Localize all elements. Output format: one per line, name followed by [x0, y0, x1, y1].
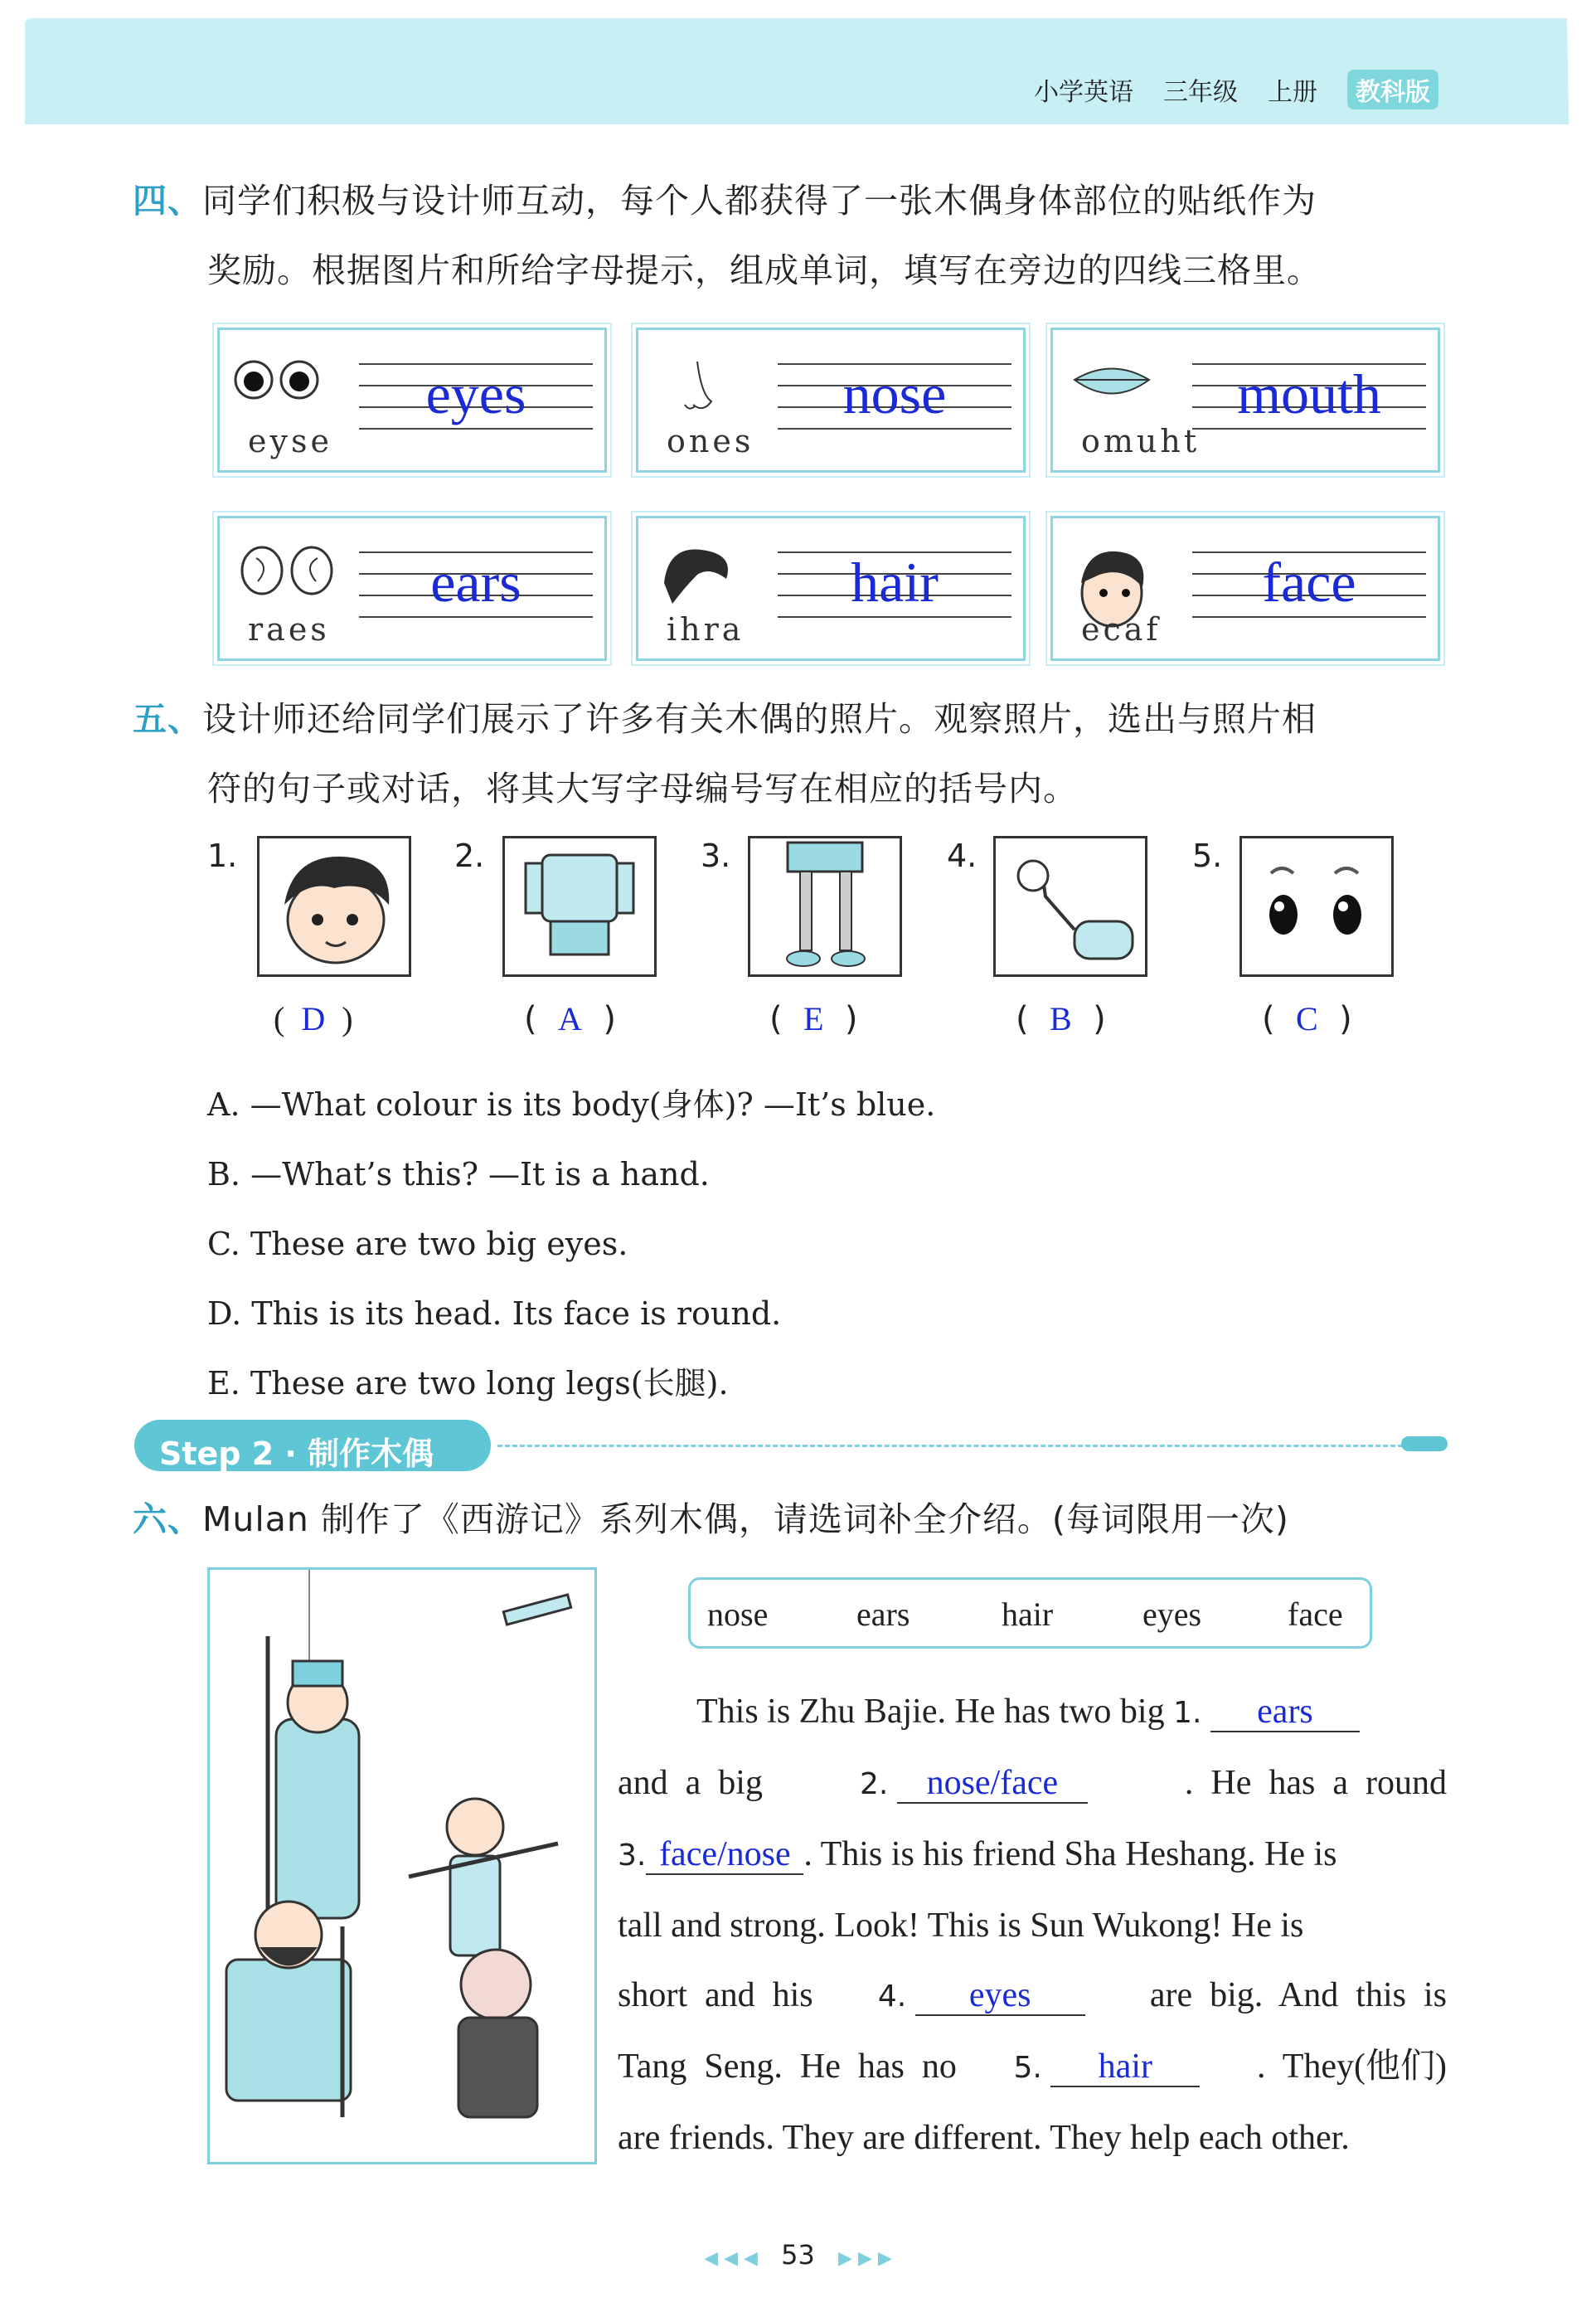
letter-hint: ones	[667, 423, 754, 459]
passage-text: Tang Seng. He has no	[618, 2048, 957, 2086]
page-number: 53	[781, 2239, 815, 2271]
step-label: Step 2 · 制作木偶	[159, 1435, 434, 1472]
answer-blank-1: ears	[1210, 1693, 1360, 1732]
word-bank-item: nose	[707, 1596, 769, 1633]
passage-line	[618, 1960, 1447, 2032]
pic-number: 3.	[701, 838, 731, 874]
pic-number: 2.	[454, 838, 485, 874]
prev-arrows-icon: ◀ ◀ ◀	[704, 2248, 758, 2269]
puppet-legs-icon	[750, 838, 900, 974]
mouth-icon	[1066, 353, 1157, 415]
passage-line	[618, 1748, 1447, 1819]
answer-blank-2: nose/face	[897, 1764, 1088, 1804]
passage-line	[618, 1819, 1447, 1891]
letter-hint: omuht	[1081, 423, 1201, 459]
passage-text: and a big	[618, 1764, 763, 1802]
pic-number: 4.	[947, 838, 977, 874]
answer-paren: ( B )	[1016, 1000, 1106, 1038]
letter-hint: ihra	[667, 611, 745, 648]
puppet-body-icon	[505, 838, 654, 974]
q5-line1: 设计师还给同学们展示了许多有关木偶的照片。观察照片，选出与照片相	[202, 699, 1317, 739]
answer-blank-4: eyes	[915, 1976, 1085, 2016]
q5-answer: C	[1296, 1000, 1318, 1037]
next-arrows-icon: ▶ ▶ ▶	[838, 2248, 892, 2269]
q5-answer: B	[1050, 1000, 1072, 1037]
word-bank	[688, 1577, 1372, 1649]
option-d: D. This is its head. Its face is round.	[207, 1295, 782, 1332]
passage-text: short and his	[618, 1976, 813, 2014]
option-e: E. These are two long legs(长腿).	[207, 1365, 729, 1401]
header-subject: 小学英语	[1034, 78, 1133, 107]
q5-instructions	[133, 684, 1492, 823]
blank-number: 3.	[618, 1839, 647, 1873]
picture-eyes	[1239, 836, 1394, 977]
step-banner	[134, 1420, 491, 1471]
answer-paren: ( E )	[769, 1000, 858, 1038]
q4-line2: 奖励。根据图片和所给字母提示，组成单词，填写在旁边的四线三格里。	[207, 250, 1322, 290]
answer-word: ears	[430, 551, 521, 614]
header-grade: 三年级	[1163, 78, 1238, 107]
answer-word: nose	[842, 362, 947, 425]
blank-number: 5.	[1013, 2051, 1042, 2085]
word-bank-item: face	[1288, 1596, 1343, 1633]
puppets-illustration-icon	[210, 1570, 594, 2162]
passage-line: are friends. They are different. They help each other.	[618, 2119, 1350, 2157]
q4-instructions	[133, 166, 1492, 305]
eyes-icon	[233, 353, 324, 415]
ears-icon	[233, 542, 341, 603]
answer-word: hair	[851, 551, 939, 614]
word-card-mouth	[1050, 328, 1440, 473]
header-edition-badge: 教科版	[1347, 70, 1438, 109]
picture-legs	[748, 836, 902, 977]
picture-body	[502, 836, 657, 977]
header-meta	[1034, 70, 1438, 109]
letter-hint: raes	[248, 611, 330, 648]
option-c: C. These are two big eyes.	[207, 1226, 628, 1262]
answer-paren: ( A )	[524, 1000, 616, 1038]
q6-number: 六、	[133, 1499, 202, 1539]
q6-instructions	[133, 1484, 1289, 1554]
answer-blank-3: face/nose	[646, 1835, 803, 1875]
word-card-eyes	[217, 328, 607, 473]
word-card-ears	[217, 516, 607, 661]
blank-number: 2.	[860, 1767, 889, 1801]
eyes-icon	[1242, 838, 1391, 974]
passage-line	[618, 1677, 1447, 1748]
passage-text: . They(他们)	[1256, 2048, 1447, 2086]
nose-icon	[652, 353, 743, 431]
q5-line2: 符的句子或对话，将其大写字母编号写在相应的括号内。	[207, 769, 1078, 809]
q5-answer: E	[803, 1000, 824, 1037]
letter-hint: eyse	[248, 423, 332, 459]
passage-text: This is Zhu Bajie. He has two big	[696, 1693, 1165, 1731]
answer-blank-5: hair	[1050, 2048, 1200, 2087]
q4-line1: 同学们积极与设计师互动，每个人都获得了一张木偶身体部位的贴纸作为	[202, 181, 1317, 221]
answer-word: face	[1262, 551, 1356, 614]
pencil-icon	[1401, 1436, 1448, 1451]
q5-options	[207, 1070, 935, 1418]
blank-number: 4.	[877, 1980, 907, 2014]
option-a: A. —What colour is its body(身体)? —It’s blue.	[207, 1086, 936, 1123]
blank-number: 1.	[1173, 1696, 1202, 1730]
pic-number: 1.	[207, 838, 238, 874]
q4-number: 四、	[133, 181, 202, 221]
passage-text: . This is his friend Sha Heshang. He is	[803, 1835, 1337, 1873]
answer-paren: ( C )	[1262, 1000, 1352, 1038]
picture-hand	[993, 836, 1147, 977]
hair-icon	[652, 542, 743, 611]
option-b: B. —What’s this? —It is a hand.	[207, 1156, 710, 1193]
pic-number: 5.	[1192, 838, 1223, 874]
word-card-hair	[636, 516, 1026, 661]
q5-answer: D	[301, 1000, 326, 1037]
q6-title: Mulan 制作了《西游记》系列木偶，请选词补全介绍。(每词限用一次)	[202, 1499, 1289, 1539]
q6-passage	[618, 1677, 1447, 2173]
passage-text: are big. And this is	[1149, 1976, 1447, 2014]
answer-word: eyes	[425, 362, 526, 425]
puppet-hand-icon	[996, 838, 1145, 974]
picture-head	[257, 836, 411, 977]
passage-line	[618, 2032, 1447, 2103]
word-bank-item: ears	[856, 1596, 910, 1633]
boy-head-icon	[260, 838, 409, 974]
word-card-nose	[636, 328, 1026, 473]
step-divider	[497, 1445, 1418, 1447]
page-footer	[0, 2239, 1596, 2271]
q5-number: 五、	[133, 699, 202, 739]
word-bank-item: hair	[1002, 1596, 1054, 1633]
journey-west-illustration	[207, 1567, 597, 2164]
answer-paren: ( D )	[274, 1000, 353, 1037]
word-bank-item: eyes	[1142, 1596, 1202, 1633]
header-volume: 上册	[1268, 78, 1317, 107]
letter-hint: ecaf	[1081, 611, 1162, 648]
passage-text: . He has a round	[1184, 1764, 1447, 1802]
answer-word: mouth	[1237, 362, 1381, 425]
word-card-face	[1050, 516, 1440, 661]
q5-answer: A	[558, 1000, 582, 1037]
passage-line: tall and strong. Look! This is Sun Wukong! He is	[618, 1907, 1304, 1945]
